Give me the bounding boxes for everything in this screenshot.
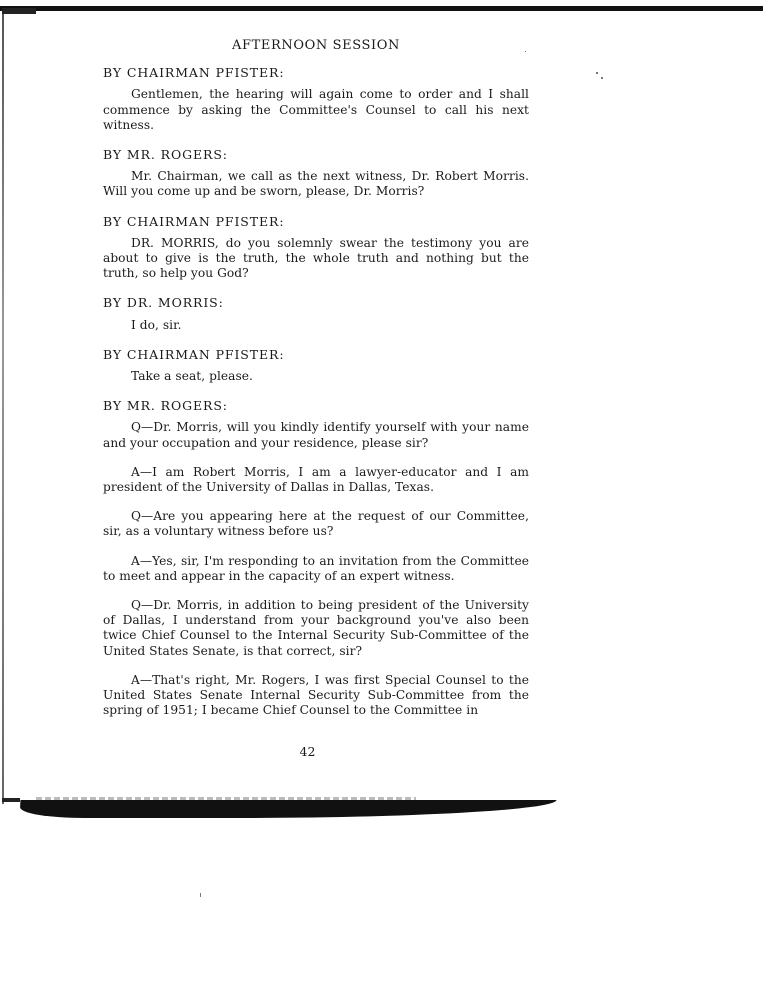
answer-paragraph: A—Yes, sir, I'm responding to an invitation from the Committee to meet and appear in the capacity of an expert witness. xyxy=(103,553,529,583)
speaker-label: BY CHAIRMAN PFISTER: xyxy=(103,65,285,81)
question-paragraph: Q—Dr. Morris, will you kindly identify yourself with your name and your occupation and your residence, please sir? xyxy=(103,420,529,450)
statement-paragraph: Take a seat, please. xyxy=(131,369,253,384)
speaker-label: BY CHAIRMAN PFISTER: xyxy=(103,346,285,362)
question-paragraph: Q—Dr. Morris, in addition to being president of the University of Dallas, I understand from your background you've also been twice Chief Counsel to the Internal Security Sub-Committee of the United States Senate, is that correct, sir? xyxy=(103,598,529,658)
top-page-edge xyxy=(0,6,763,11)
speaker-label: BY CHAIRMAN PFISTER: xyxy=(103,213,285,229)
transcript-page xyxy=(103,38,529,733)
bottom-left-corner xyxy=(2,798,20,802)
statement-paragraph: Mr. Chairman, we call as the next witness, Dr. Robert Morris. Will you come up and be sworn, please, Dr. Morris? xyxy=(103,169,529,199)
answer-paragraph: A—I am Robert Morris, I am a lawyer-educator and I am president of the University of Dallas in Dallas, Texas. xyxy=(103,464,529,495)
speaker-label: BY MR. ROGERS: xyxy=(103,398,228,414)
scan-speck xyxy=(200,893,201,897)
top-edge-tick xyxy=(2,8,36,14)
statement-paragraph: Gentlemen, the hearing will again come to order and I shall commence by asking the Committee's Counsel to call his next witness. xyxy=(103,87,529,132)
speaker-label: BY MR. ROGERS: xyxy=(103,147,228,163)
left-page-edge xyxy=(2,14,4,804)
statement-paragraph: DR. MORRIS, do you solemnly swear the testimony you are about to give is the truth, the whole truth and nothing but the truth, so help you God? xyxy=(103,235,529,281)
scan-speck xyxy=(601,77,603,79)
session-title: AFTERNOON SESSION xyxy=(232,38,400,53)
page-number: 42 xyxy=(299,744,316,759)
statement-paragraph: I do, sir. xyxy=(131,317,182,332)
question-paragraph: Q—Are you appearing here at the request of our Committee, sir, as a voluntary witness before us? xyxy=(103,509,529,539)
speaker-label: BY DR. MORRIS: xyxy=(103,295,224,311)
scan-speck xyxy=(596,72,598,74)
answer-paragraph: A—That's right, Mr. Rogers, I was first Special Counsel to the United States Senate Internal Security Sub-Committee from the spring of 1951; I became Chief Counsel to the Committee in xyxy=(103,672,529,718)
bottom-page-edge xyxy=(20,800,557,818)
